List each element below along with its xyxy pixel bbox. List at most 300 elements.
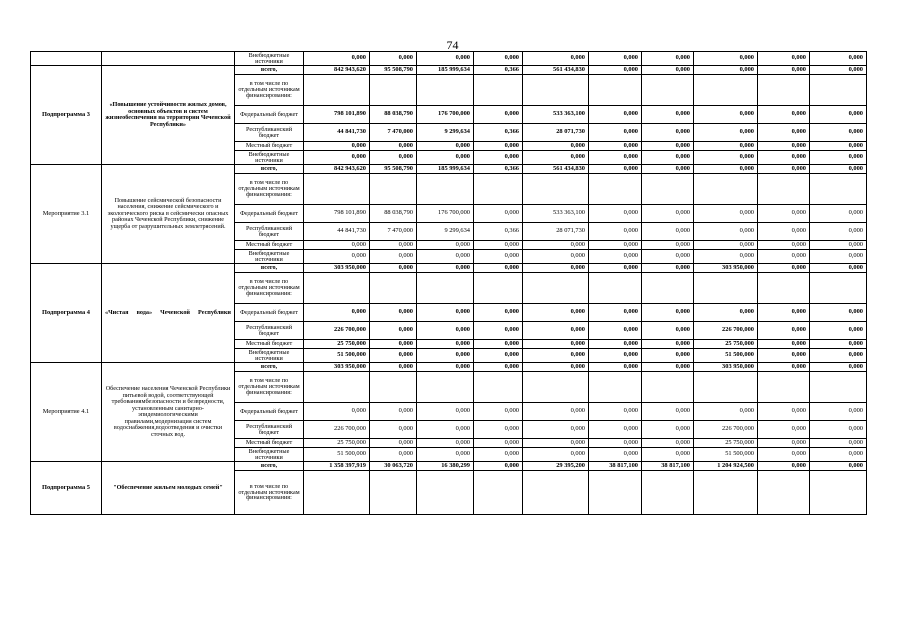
- value-cell: [589, 471, 642, 515]
- value-cell: 0,000: [370, 363, 417, 372]
- value-cell: [370, 471, 417, 515]
- value-cell: 0,000: [810, 462, 867, 471]
- value-cell: 0,000: [589, 142, 642, 151]
- value-cell: 0,000: [370, 142, 417, 151]
- value-cell: 0,000: [758, 223, 810, 241]
- value-cell: 0,366: [474, 223, 523, 241]
- value-cell: 0,000: [474, 322, 523, 340]
- value-cell: 7 470,000: [370, 124, 417, 142]
- measure-label: Мероприятие 4.1: [31, 363, 102, 462]
- source-cell: Республиканский бюджет: [235, 322, 304, 340]
- value-cell: [758, 174, 810, 205]
- value-cell: 0,000: [370, 250, 417, 264]
- value-cell: 842 943,620: [304, 66, 370, 75]
- value-cell: 0,000: [474, 340, 523, 349]
- value-cell: [370, 75, 417, 106]
- value-cell: 1 204 924,500: [694, 462, 758, 471]
- value-cell: 51 500,000: [694, 349, 758, 363]
- value-cell: [642, 75, 694, 106]
- value-cell: 303 950,000: [304, 363, 370, 372]
- value-cell: 0,000: [810, 142, 867, 151]
- value-cell: 0,000: [810, 151, 867, 165]
- value-cell: 0,000: [758, 462, 810, 471]
- value-cell: 44 841,730: [304, 223, 370, 241]
- value-cell: 0,000: [589, 340, 642, 349]
- value-cell: 176 700,000: [417, 205, 474, 223]
- value-cell: [642, 471, 694, 515]
- source-cell: в том числе по отдельным источникам финансирования:: [235, 174, 304, 205]
- value-cell: 0,000: [810, 439, 867, 448]
- value-cell: [304, 75, 370, 106]
- value-cell: 0,000: [417, 439, 474, 448]
- value-cell: 0,000: [642, 52, 694, 66]
- value-cell: [758, 75, 810, 106]
- value-cell: 0,000: [589, 241, 642, 250]
- table-row: [31, 66, 867, 75]
- value-cell: 0,000: [589, 403, 642, 421]
- value-cell: 0,000: [810, 363, 867, 372]
- value-cell: [370, 372, 417, 403]
- value-cell: 0,000: [642, 340, 694, 349]
- value-cell: 25 750,000: [694, 439, 758, 448]
- subprogram-name: "Обеспечение жильем молодых семей": [102, 462, 235, 515]
- value-cell: 226 700,000: [304, 322, 370, 340]
- source-cell: Внебюджетные источники: [235, 349, 304, 363]
- value-cell: 0,000: [304, 250, 370, 264]
- value-cell: 0,000: [810, 66, 867, 75]
- value-cell: 0,000: [474, 241, 523, 250]
- value-cell: 185 999,634: [417, 66, 474, 75]
- value-cell: 0,000: [417, 421, 474, 439]
- value-cell: 95 508,790: [370, 66, 417, 75]
- value-cell: 0,000: [589, 205, 642, 223]
- value-cell: 29 395,200: [523, 462, 589, 471]
- value-cell: 95 508,790: [370, 165, 417, 174]
- value-cell: 0,000: [589, 151, 642, 165]
- value-cell: 0,000: [370, 421, 417, 439]
- value-cell: 226 700,000: [694, 421, 758, 439]
- value-cell: 0,000: [370, 439, 417, 448]
- value-cell: 0,000: [810, 250, 867, 264]
- value-cell: [370, 273, 417, 304]
- value-cell: 0,000: [758, 340, 810, 349]
- value-cell: 7 470,000: [370, 223, 417, 241]
- value-cell: 0,000: [370, 151, 417, 165]
- source-cell: Внебюджетные источники: [235, 250, 304, 264]
- value-cell: 0,000: [523, 349, 589, 363]
- value-cell: [474, 174, 523, 205]
- value-cell: [304, 174, 370, 205]
- value-cell: 9 299,634: [417, 223, 474, 241]
- value-cell: 0,000: [589, 421, 642, 439]
- value-cell: 0,000: [694, 52, 758, 66]
- value-cell: 88 038,790: [370, 205, 417, 223]
- value-cell: 0,000: [642, 439, 694, 448]
- value-cell: 0,000: [589, 304, 642, 322]
- value-cell: 0,000: [523, 250, 589, 264]
- value-cell: 0,000: [642, 106, 694, 124]
- value-cell: 0,000: [810, 421, 867, 439]
- value-cell: 0,000: [417, 142, 474, 151]
- value-cell: 0,000: [642, 421, 694, 439]
- value-cell: [474, 471, 523, 515]
- value-cell: 0,000: [642, 124, 694, 142]
- value-cell: 0,000: [694, 151, 758, 165]
- value-cell: 0,000: [642, 264, 694, 273]
- value-cell: 798 101,890: [304, 106, 370, 124]
- value-cell: 1 358 397,919: [304, 462, 370, 471]
- value-cell: 0,000: [589, 52, 642, 66]
- source-cell: Внебюджетные источники: [235, 52, 304, 66]
- subprogram-name: «Повышение устойчивости жилых домов, основных объектов и систем жизнеобеспечения на территории Чеченской Республики»: [102, 66, 235, 165]
- page-number: 74: [446, 38, 459, 52]
- value-cell: 0,000: [694, 205, 758, 223]
- value-cell: 0,000: [474, 52, 523, 66]
- value-cell: 0,000: [810, 124, 867, 142]
- value-cell: 0,000: [642, 151, 694, 165]
- value-cell: 0,000: [758, 439, 810, 448]
- value-cell: [589, 174, 642, 205]
- source-cell: в том числе по отдельным источникам финансирования:: [235, 273, 304, 304]
- value-cell: 0,000: [304, 142, 370, 151]
- value-cell: 0,000: [417, 448, 474, 462]
- value-cell: 0,000: [474, 142, 523, 151]
- value-cell: 0,000: [810, 52, 867, 66]
- source-cell: Республиканский бюджет: [235, 124, 304, 142]
- value-cell: [810, 174, 867, 205]
- value-cell: 44 841,730: [304, 124, 370, 142]
- value-cell: [523, 273, 589, 304]
- value-cell: 303 950,000: [304, 264, 370, 273]
- value-cell: 0,000: [523, 439, 589, 448]
- value-cell: 0,000: [589, 106, 642, 124]
- budget-table: [30, 51, 867, 515]
- value-cell: 226 700,000: [304, 421, 370, 439]
- source-cell: Внебюджетные источники: [235, 151, 304, 165]
- continued-label-cell: [31, 52, 102, 66]
- value-cell: 0,000: [642, 322, 694, 340]
- value-cell: 0,000: [523, 363, 589, 372]
- value-cell: [304, 471, 370, 515]
- value-cell: 0,000: [642, 363, 694, 372]
- value-cell: 0,000: [417, 264, 474, 273]
- value-cell: [642, 273, 694, 304]
- value-cell: 0,000: [810, 349, 867, 363]
- value-cell: 0,000: [523, 151, 589, 165]
- value-cell: 0,000: [474, 264, 523, 273]
- value-cell: [642, 174, 694, 205]
- value-cell: 0,000: [758, 66, 810, 75]
- value-cell: 0,000: [589, 448, 642, 462]
- source-cell: всего,: [235, 66, 304, 75]
- source-cell: всего,: [235, 363, 304, 372]
- value-cell: 0,000: [474, 448, 523, 462]
- value-cell: 0,000: [474, 363, 523, 372]
- value-cell: 0,000: [810, 241, 867, 250]
- value-cell: 0,000: [370, 241, 417, 250]
- value-cell: [694, 75, 758, 106]
- value-cell: 28 071,730: [523, 124, 589, 142]
- source-cell: Федеральный бюджет: [235, 106, 304, 124]
- value-cell: 0,000: [810, 264, 867, 273]
- value-cell: 0,000: [474, 421, 523, 439]
- source-cell: в том числе по отдельным источникам финансирования:: [235, 471, 304, 515]
- value-cell: 0,000: [589, 250, 642, 264]
- value-cell: 0,000: [523, 340, 589, 349]
- value-cell: 25 750,000: [304, 439, 370, 448]
- value-cell: 798 101,890: [304, 205, 370, 223]
- value-cell: 0,000: [304, 151, 370, 165]
- value-cell: [589, 273, 642, 304]
- value-cell: 0,366: [474, 165, 523, 174]
- value-cell: [694, 174, 758, 205]
- value-cell: 25 750,000: [304, 340, 370, 349]
- value-cell: 0,000: [370, 304, 417, 322]
- value-cell: 38 817,100: [589, 462, 642, 471]
- value-cell: 0,000: [758, 322, 810, 340]
- source-cell: всего,: [235, 462, 304, 471]
- value-cell: 0,000: [370, 448, 417, 462]
- measure-name: Повышение сейсмической безопасности населения, снижение сейсмического и экологического риска в сейсмически опасных районах Чеченской Республики, снижение ущерба от разрушительных землетрясений.: [102, 165, 235, 264]
- value-cell: 0,000: [370, 340, 417, 349]
- value-cell: 0,000: [758, 403, 810, 421]
- value-cell: 30 063,720: [370, 462, 417, 471]
- source-cell: Местный бюджет: [235, 241, 304, 250]
- value-cell: 0,000: [810, 165, 867, 174]
- value-cell: 0,000: [810, 403, 867, 421]
- value-cell: [417, 372, 474, 403]
- value-cell: 0,000: [694, 165, 758, 174]
- value-cell: 0,000: [694, 106, 758, 124]
- value-cell: [523, 372, 589, 403]
- value-cell: 0,000: [370, 349, 417, 363]
- value-cell: 0,000: [810, 322, 867, 340]
- value-cell: 0,000: [642, 304, 694, 322]
- value-cell: 0,000: [589, 264, 642, 273]
- value-cell: 0,000: [758, 304, 810, 322]
- table-row: [31, 165, 867, 174]
- value-cell: 0,000: [758, 264, 810, 273]
- value-cell: 0,000: [474, 349, 523, 363]
- value-cell: 0,000: [810, 223, 867, 241]
- value-cell: 226 700,000: [694, 322, 758, 340]
- value-cell: 0,000: [474, 106, 523, 124]
- value-cell: [642, 372, 694, 403]
- value-cell: 0,000: [589, 223, 642, 241]
- value-cell: 38 817,100: [642, 462, 694, 471]
- value-cell: 0,000: [474, 250, 523, 264]
- value-cell: [417, 471, 474, 515]
- value-cell: 0,000: [642, 223, 694, 241]
- value-cell: [370, 174, 417, 205]
- source-cell: в том числе по отдельным источникам финансирования:: [235, 372, 304, 403]
- value-cell: 0,000: [642, 448, 694, 462]
- value-cell: [474, 75, 523, 106]
- subprogram-name: «Чистая вода» Чеченской Республики: [102, 264, 235, 363]
- value-cell: 0,000: [589, 124, 642, 142]
- value-cell: 0,000: [417, 52, 474, 66]
- value-cell: 0,000: [589, 439, 642, 448]
- value-cell: 0,000: [523, 264, 589, 273]
- value-cell: 0,000: [474, 439, 523, 448]
- value-cell: 0,000: [417, 340, 474, 349]
- value-cell: 0,000: [523, 403, 589, 421]
- source-cell: Федеральный бюджет: [235, 403, 304, 421]
- value-cell: 0,000: [642, 165, 694, 174]
- value-cell: [523, 471, 589, 515]
- value-cell: 0,000: [758, 448, 810, 462]
- value-cell: 0,000: [642, 205, 694, 223]
- source-cell: Местный бюджет: [235, 142, 304, 151]
- value-cell: 0,000: [758, 52, 810, 66]
- value-cell: 0,000: [642, 250, 694, 264]
- source-cell: Республиканский бюджет: [235, 223, 304, 241]
- table-row: [31, 52, 867, 66]
- value-cell: 88 038,790: [370, 106, 417, 124]
- value-cell: 561 434,830: [523, 66, 589, 75]
- value-cell: 0,000: [642, 66, 694, 75]
- value-cell: 561 434,830: [523, 165, 589, 174]
- source-cell: всего,: [235, 165, 304, 174]
- value-cell: 0,000: [417, 322, 474, 340]
- value-cell: [417, 174, 474, 205]
- value-cell: 0,000: [758, 250, 810, 264]
- value-cell: 0,000: [810, 205, 867, 223]
- value-cell: [304, 372, 370, 403]
- value-cell: 0,000: [417, 363, 474, 372]
- value-cell: [589, 75, 642, 106]
- value-cell: [758, 471, 810, 515]
- value-cell: 0,000: [694, 403, 758, 421]
- value-cell: [523, 75, 589, 106]
- table-row: [31, 462, 867, 471]
- value-cell: [810, 471, 867, 515]
- source-cell: Внебюджетные источники: [235, 448, 304, 462]
- value-cell: 0,000: [694, 223, 758, 241]
- value-cell: 0,000: [304, 304, 370, 322]
- value-cell: 533 363,100: [523, 106, 589, 124]
- value-cell: [474, 372, 523, 403]
- source-cell: Республиканский бюджет: [235, 421, 304, 439]
- value-cell: [417, 75, 474, 106]
- value-cell: 25 750,000: [694, 340, 758, 349]
- value-cell: 0,000: [694, 66, 758, 75]
- value-cell: 0,366: [474, 124, 523, 142]
- value-cell: 0,000: [758, 363, 810, 372]
- value-cell: 0,000: [523, 142, 589, 151]
- value-cell: 0,000: [758, 165, 810, 174]
- value-cell: [694, 273, 758, 304]
- value-cell: 0,000: [642, 142, 694, 151]
- value-cell: 0,000: [523, 304, 589, 322]
- value-cell: 0,000: [523, 448, 589, 462]
- value-cell: 0,000: [810, 304, 867, 322]
- source-cell: Федеральный бюджет: [235, 205, 304, 223]
- value-cell: 0,000: [758, 142, 810, 151]
- value-cell: 0,000: [642, 403, 694, 421]
- source-cell: Местный бюджет: [235, 439, 304, 448]
- value-cell: 0,000: [758, 205, 810, 223]
- value-cell: 51 500,000: [304, 349, 370, 363]
- value-cell: 0,000: [417, 403, 474, 421]
- value-cell: 0,000: [642, 241, 694, 250]
- source-cell: всего,: [235, 264, 304, 273]
- value-cell: 0,000: [370, 52, 417, 66]
- table-body: [31, 52, 867, 515]
- value-cell: 9 299,634: [417, 124, 474, 142]
- value-cell: [417, 273, 474, 304]
- value-cell: 0,000: [417, 349, 474, 363]
- value-cell: 16 380,299: [417, 462, 474, 471]
- value-cell: 51 500,000: [694, 448, 758, 462]
- value-cell: [474, 273, 523, 304]
- value-cell: 0,000: [370, 322, 417, 340]
- value-cell: 0,000: [589, 363, 642, 372]
- value-cell: 0,366: [474, 66, 523, 75]
- value-cell: 0,000: [589, 322, 642, 340]
- value-cell: [523, 174, 589, 205]
- value-cell: 0,000: [694, 304, 758, 322]
- value-cell: 0,000: [810, 448, 867, 462]
- value-cell: 0,000: [417, 151, 474, 165]
- value-cell: [589, 372, 642, 403]
- value-cell: 0,000: [758, 349, 810, 363]
- value-cell: 0,000: [523, 421, 589, 439]
- value-cell: [758, 372, 810, 403]
- value-cell: 185 999,634: [417, 165, 474, 174]
- value-cell: [694, 372, 758, 403]
- value-cell: [810, 75, 867, 106]
- value-cell: 0,000: [589, 165, 642, 174]
- value-cell: 0,000: [523, 322, 589, 340]
- value-cell: 0,000: [642, 349, 694, 363]
- source-cell: в том числе по отдельным источникам финансирования:: [235, 75, 304, 106]
- value-cell: 51 500,000: [304, 448, 370, 462]
- value-cell: 0,000: [370, 403, 417, 421]
- value-cell: 0,000: [694, 124, 758, 142]
- value-cell: 0,000: [758, 124, 810, 142]
- value-cell: 0,000: [589, 349, 642, 363]
- source-cell: Федеральный бюджет: [235, 304, 304, 322]
- value-cell: 0,000: [694, 142, 758, 151]
- value-cell: 0,000: [523, 52, 589, 66]
- measure-label: Мероприятие 3.1: [31, 165, 102, 264]
- value-cell: 0,000: [758, 106, 810, 124]
- value-cell: [758, 273, 810, 304]
- value-cell: 0,000: [758, 241, 810, 250]
- value-cell: 0,000: [474, 462, 523, 471]
- table-row: [31, 363, 867, 372]
- value-cell: 0,000: [810, 106, 867, 124]
- value-cell: 0,000: [589, 66, 642, 75]
- value-cell: 0,000: [758, 421, 810, 439]
- table-row: [31, 264, 867, 273]
- value-cell: 0,000: [304, 52, 370, 66]
- value-cell: [810, 372, 867, 403]
- value-cell: 0,000: [304, 403, 370, 421]
- source-cell: Местный бюджет: [235, 340, 304, 349]
- continued-name-cell: [102, 52, 235, 66]
- value-cell: 533 363,100: [523, 205, 589, 223]
- value-cell: 303 950,000: [694, 363, 758, 372]
- value-cell: [694, 471, 758, 515]
- subprogram-label: Подпрограмма 4: [31, 264, 102, 363]
- value-cell: 0,000: [304, 241, 370, 250]
- value-cell: 0,000: [474, 205, 523, 223]
- value-cell: 0,000: [758, 151, 810, 165]
- value-cell: 0,000: [417, 241, 474, 250]
- value-cell: [810, 273, 867, 304]
